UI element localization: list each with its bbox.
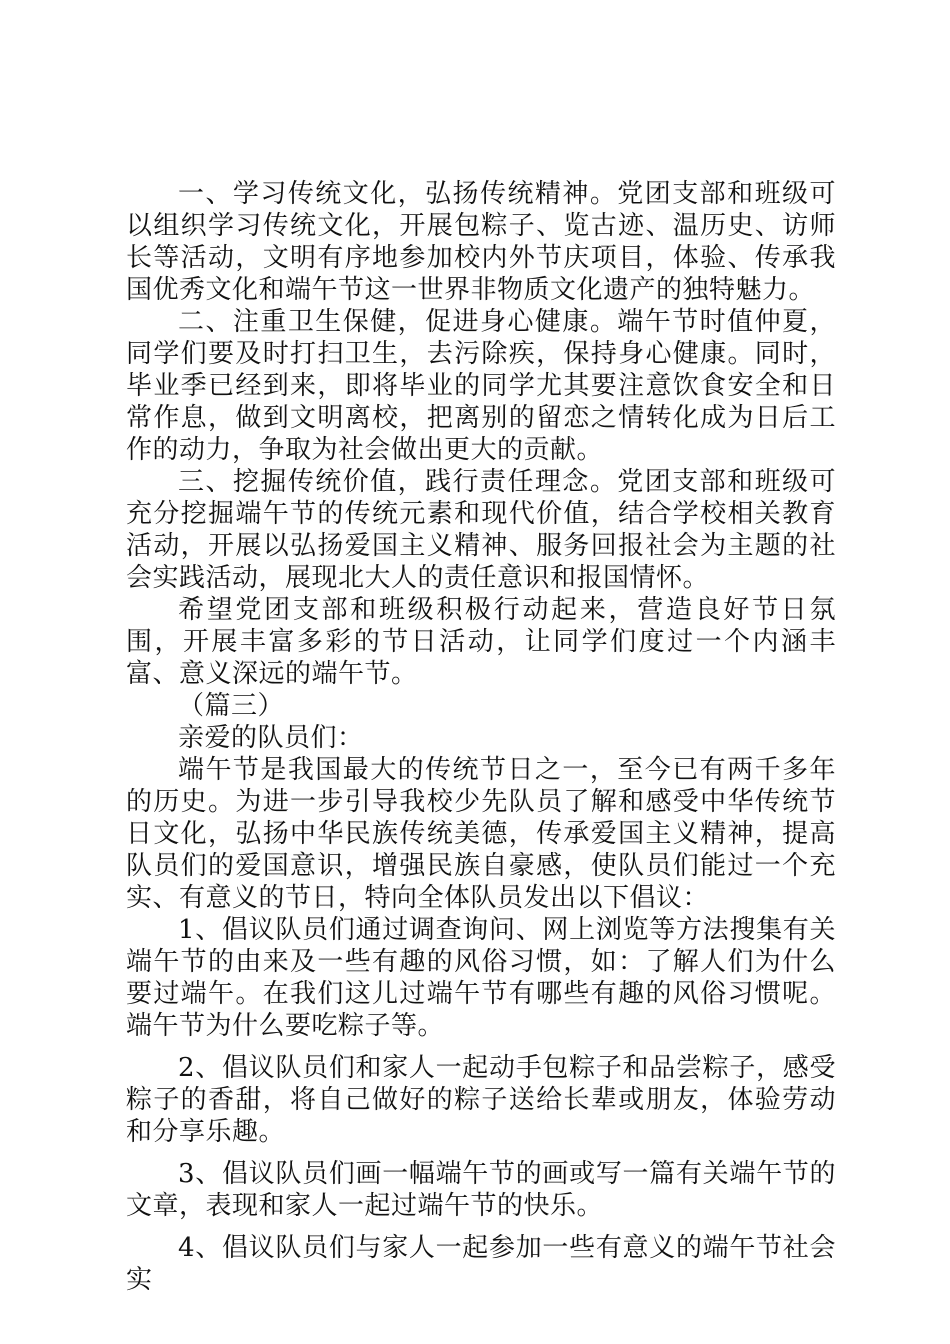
salutation: 亲爱的队员们：	[178, 723, 364, 753]
paragraph-1: 一、学习传统文化，弘扬传统精神。党团支部和班级可以组织学习传统文化，开展包粽子、览古迹、温历史、访师长等活动，文明有序地参加校内外节庆项目，体验、传承我国优秀文化和端午节这一世界非物质文化遗产的独特魅力。	[126, 179, 836, 305]
document-body	[126, 178, 836, 1296]
paragraph-3: 三、挖掘传统价值，践行责任理念。党团支部和班级可充分挖掘端午节的传统元素和现代价值，结合学校相关教育活动，开展以弘扬爱国主义精神、服务回报社会为主题的社会实践活动，展现北大人的责任意识和报国情怀。	[126, 467, 836, 593]
intro-paragraph: 端午节是我国最大的传统节日之一，至今已有两千多年的历史。为进一步引导我校少先队员了解和感受中华传统节日文化，弘扬中华民族传统美德，传承爱国主义精神，提高队员们的爱国意识，增强民族自豪感，使队员们能过一个充实、有意义的节日，特向全体队员发出以下倡议：	[126, 755, 836, 913]
proposal-1: 1、倡议队员们通过调查询问、网上浏览等方法搜集有关端午节的由来及一些有趣的风俗习惯，如：了解人们为什么要过端午。在我们这儿过端午节有哪些有趣的风俗习惯呢。端午节为什么要吃粽子等。	[126, 915, 836, 1041]
paragraph-2: 二、注重卫生保健，促进身心健康。端午节时值仲夏，同学们要及时打扫卫生，去污除疾，保持身心健康。同时，毕业季已经到来，即将毕业的同学尤其要注意饮食安全和日常作息，做到文明离校，把离别的留恋之情转化成为日后工作的动力，争取为社会做出更大的贡献。	[126, 307, 836, 465]
proposal-4: 4、倡议队员们与家人一起参加一些有意义的端午节社会实	[126, 1233, 836, 1295]
paragraph-4: 希望党团支部和班级积极行动起来，营造良好节日氛围，开展丰富多彩的节日活动，让同学们度过一个内涵丰富、意义深远的端午节。	[126, 595, 836, 689]
proposal-2: 2、倡议队员们和家人一起动手包粽子和品尝粽子，感受粽子的香甜，将自己做好的粽子送给长辈或朋友，体验劳动和分享乐趣。	[126, 1053, 836, 1147]
section-label: （篇三）	[178, 691, 285, 721]
proposal-3: 3、倡议队员们画一幅端午节的画或写一篇有关端午节的文章，表现和家人一起过端午节的快乐。	[126, 1159, 836, 1221]
